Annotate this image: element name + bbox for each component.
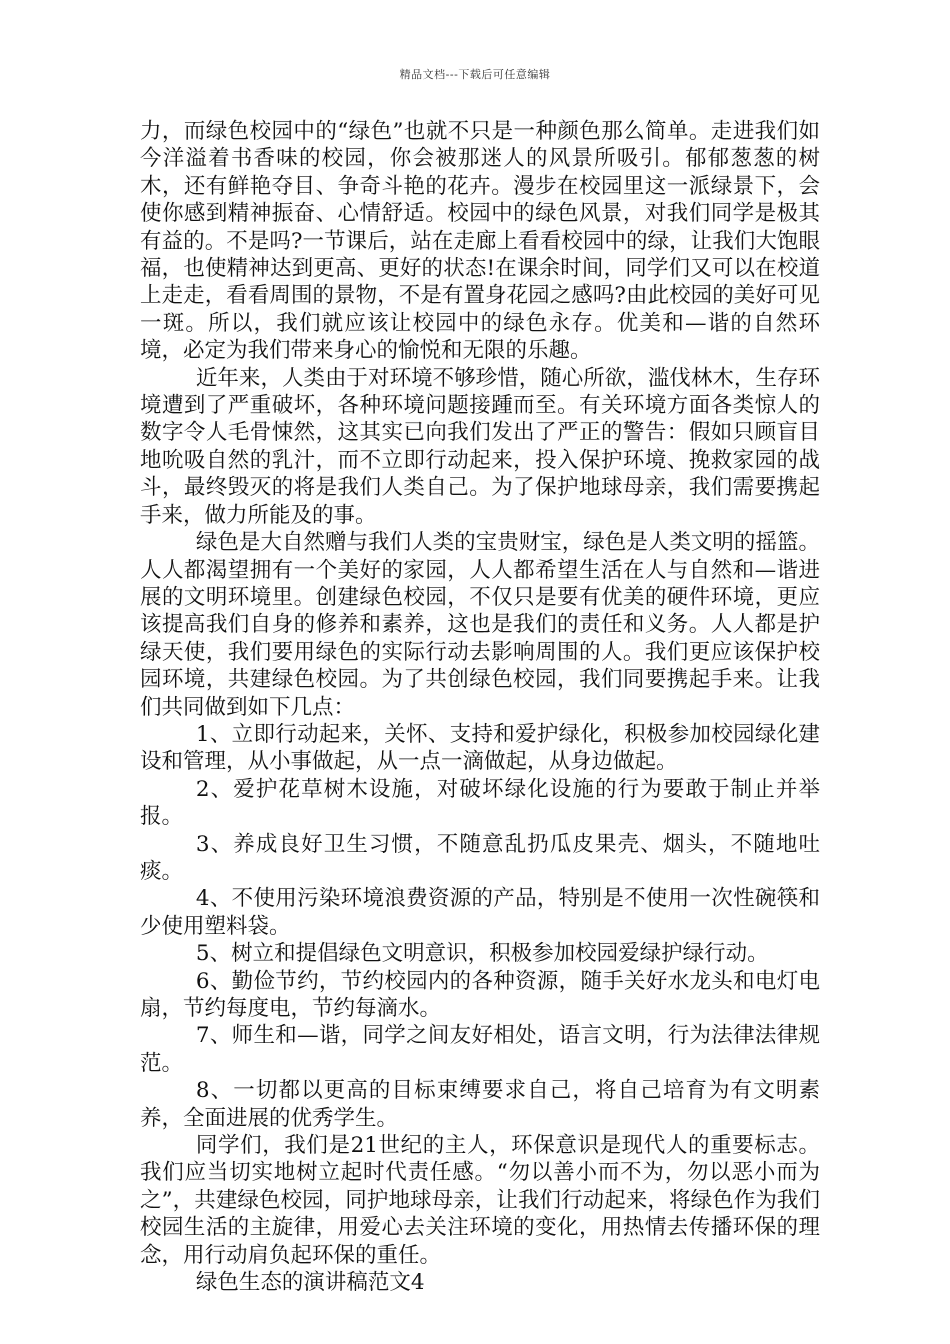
paragraph: 绿色是大自然赠与我们人类的宝贵财宝，绿色是人类文明的摇篮。人人都渴望拥有一个美好的家园，人人都希望生活在人与自然和—谐进展的文明环境里。创建绿色校园，不仅只是要有优美的硬件环境，更应该提高我们自身的修养和素养，这也是我们的责任和义务。人人都是护绿天使，我们要用绿色的实际行动去影响周围的人。我们更应该保护校园环境，共建绿色校园。为了共创绿色校园，我们同要携起手来。让我们共同做到如下几点： bbox=[140, 530, 820, 720]
page-header: 精品文档---下载后可任意编辑 bbox=[399, 68, 551, 81]
list-item-8: 8、一切都以更高的目标束缚要求自己，将自己培育为有文明素养，全面进展的优秀学生。 bbox=[140, 1078, 820, 1131]
paragraph: 同学们，我们是21世纪的主人，环保意识是现代人的重要标志。我们应当切实地树立起时代责任感。“勿以善小而不为，勿以恶小而为之”，共建绿色校园，同护地球母亲，让我们行动起来，将绿色作为我们校园生活的主旋律，用爱心去关注环境的变化，用热情去传播环保的理念，用行动肩负起环保的重任。 bbox=[140, 1133, 820, 1268]
paragraph-continuation: 力，而绿色校园中的“绿色”也就不只是一种颜色那么简单。走进我们如今洋溢着书香味的校园，你会被那迷人的风景所吸引。郁郁葱葱的树木，还有鲜艳夺目、争奇斗艳的花卉。漫步在校园里这一派绿景下，会使你感到精神振奋、心情舒适。校园中的绿色风景，对我们同学是极其有益的。不是吗?一节课后，站在走廊上看看校园中的绿，让我们大饱眼福，也使精神达到更高、更好的状态!在课余时间，同学们又可以在校道上走走，看看周围的景物，不是有置身花园之感吗?由此校园的美好可见一斑。所以，我们就应该让校园中的绿色永存。优美和—谐的自然环境，必定为我们带来身心的愉悦和无限的乐趣。 bbox=[140, 119, 820, 364]
paragraph: 近年来，人类由于对环境不够珍惜，随心所欲，滥伐林木，生存环境遭到了严重破坏，各种环境问题接踵而至。有关环境方面各类惊人的数字令人毛骨悚然，这其实已向我们发出了严正的警告：假如只顾盲目地吮吸自然的乳汁，而不立即行动起来，投入保护环境、挽救家园的战斗，最终毁灭的将是我们人类自己。为了保护地球母亲，我们需要携起手来，做力所能及的事。 bbox=[140, 365, 820, 528]
list-item-3: 3、养成良好卫生习惯，不随意乱扔瓜皮果壳、烟头，不随地吐痰。 bbox=[140, 831, 820, 884]
list-item-4: 4、不使用污染环境浪费资源的产品，特别是不使用一次性碗筷和少使用塑料袋。 bbox=[140, 886, 820, 939]
list-item-7: 7、师生和—谐，同学之间友好相处，语言文明，行为法律法律规范。 bbox=[140, 1023, 820, 1076]
list-item-1: 1、立即行动起来，关怀、支持和爱护绿化，积极参加校园绿化建设和管理，从小事做起，从一点一滴做起，从身边做起。 bbox=[140, 721, 820, 775]
list-item-5: 5、树立和提倡绿色文明意识，积极参加校园爱绿护绿行动。 bbox=[195, 941, 769, 967]
list-item-2: 2、爱护花草树木设施，对破坏绿化设施的行为要敢于制止并举报。 bbox=[140, 776, 820, 830]
section-heading: 绿色生态的演讲稿范文4 bbox=[195, 1270, 425, 1296]
list-item-6: 6、勤俭节约，节约校园内的各种资源，随手关好水龙头和电灯电扇，节约每度电，节约每滴水。 bbox=[140, 968, 820, 1021]
document-body bbox=[140, 118, 820, 1296]
